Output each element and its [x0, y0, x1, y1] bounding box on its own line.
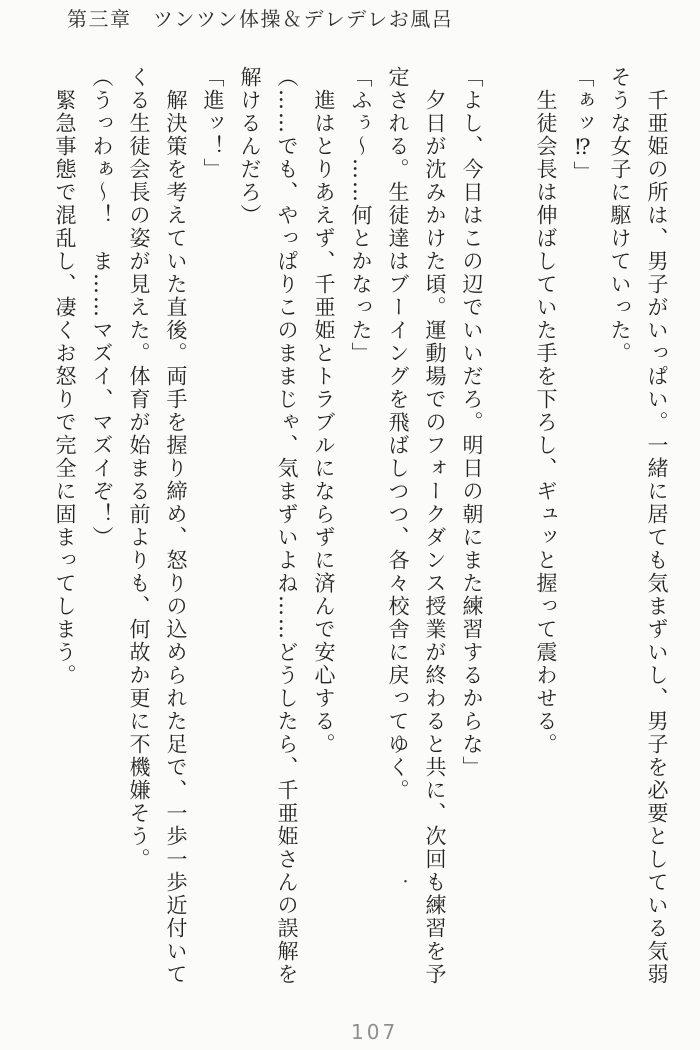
chapter-header: 第三章 ツンツン体操＆デレデレお風呂	[67, 7, 454, 31]
text-line: 進はとりあえず、千亜姫とトラブルにならずに済んで安心する。	[312, 89, 336, 756]
text-line: 夕日が沈みかけた頃。運動場でのフォークダンス授業が終わると共に、次回も練習を予	[423, 89, 447, 986]
text-line: 千亜姫の所は、男子がいっぱい。一緒に居ても気まずいし、男子を必要としている気弱	[645, 89, 669, 986]
text-line: 「ふぅ～……何とかなった」	[349, 66, 373, 365]
text-line: 「よし、今日はこの辺でいいだろ。明日の朝にまた練習するからな」	[460, 66, 484, 779]
text-line: 解けるんだろ）	[238, 66, 262, 227]
text-line: 解決策を考えていた直後。両手を握り締め、怒りの込められた足で、一歩一歩近付いて	[164, 89, 188, 986]
text-line: そうな女子に駆けていった。	[608, 66, 632, 365]
text-line: 「ぁッ⁉」	[571, 66, 595, 184]
text-line: 生徒会長は伸ばしていた手を下ろし、ギュッと握って震わせる。	[534, 89, 558, 756]
text-line: くる生徒会長の姿が見えた。体育が始まる前よりも、何故か更に不機嫌そう。	[127, 66, 151, 871]
text-line: 定される。生徒達はブーイングを飛ばしつつ、各々校舎に戻ってゆく。	[386, 66, 410, 802]
text-line: （うっわぁ～！ ま……マズイ、マズイぞ！）	[90, 66, 114, 549]
text-line: 「進ッ！」	[201, 66, 225, 181]
page-text-block	[46, 66, 675, 991]
page-number: 107	[351, 1020, 399, 1044]
ink-speck: ・	[399, 875, 413, 890]
section-break	[490, 66, 527, 991]
text-line: （……でも、やっぱりこのままじゃ、気まずいよね……どうしたら、千亜姫さんの誤解を	[275, 66, 299, 986]
text-line: 緊急事態で混乱し、凄くお怒りで完全に固まってしまう。	[53, 89, 77, 687]
